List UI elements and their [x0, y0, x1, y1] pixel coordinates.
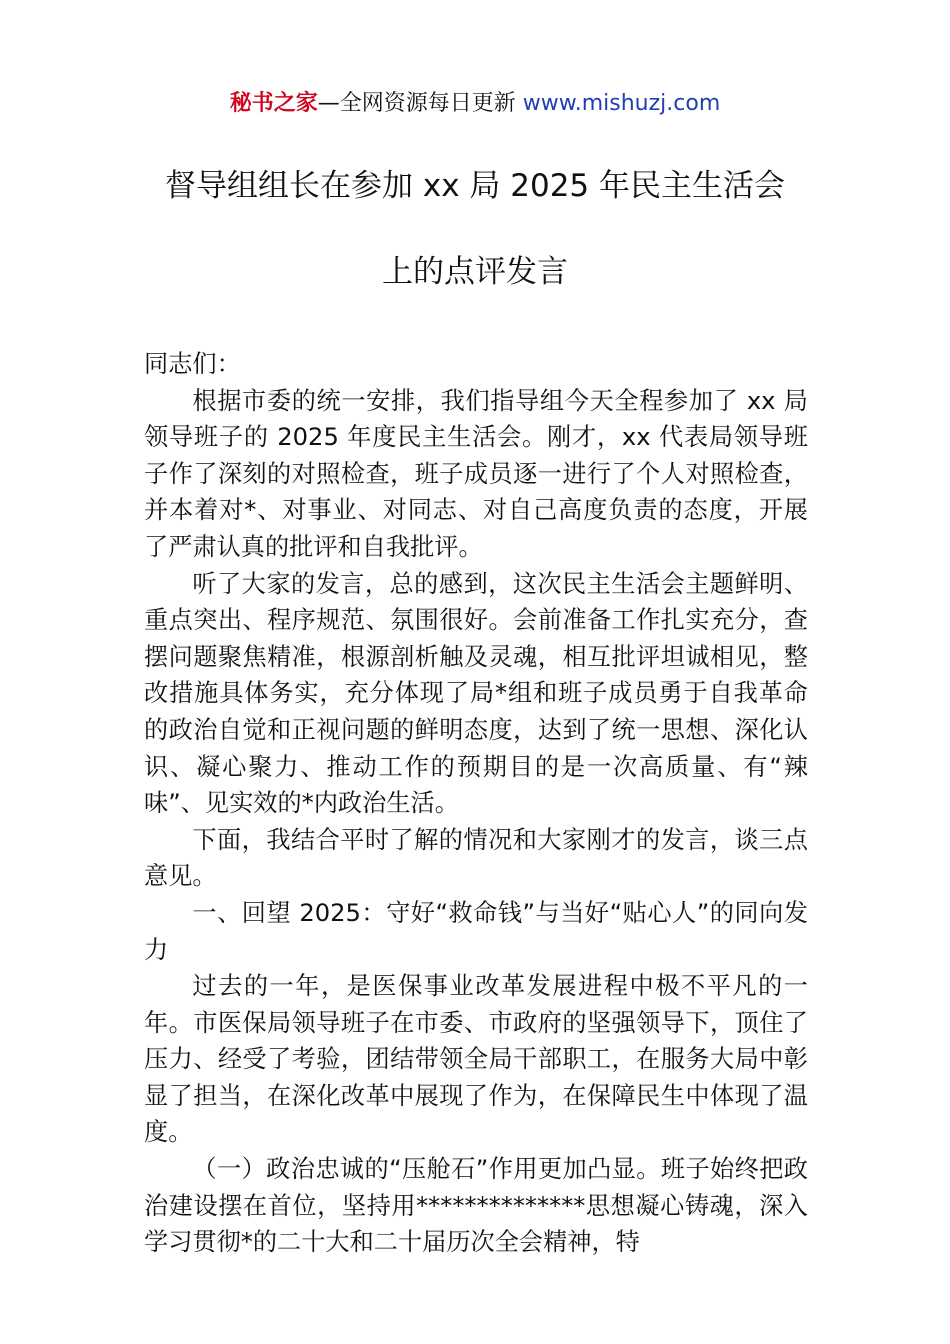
paragraph-past-year: 过去的一年，是医保事业改革发展进程中极不平凡的一年。市医保局领导班子在市委、市政府的坚强领导下，顶住了压力、经受了考验，团结带领全局干部职工，在服务大局中彰显了担当，在深化改革中展现了作为，在保障民生中体现了温度。	[144, 972, 808, 1147]
document-title	[120, 162, 830, 296]
paragraph-arrangement: 根据市委的统一安排，我们指导组今天全程参加了 xx 局领导班子的 2025 年度民主生活会。刚才，xx 代表局领导班子作了深刻的对照检查，班子成员逐一进行了个人对照检查，并本着对*、对事业、对同志、对自己高度负责的态度，开展了严肃认真的批评和自我批评。	[144, 386, 808, 561]
site-brand: 秘书之家	[229, 91, 318, 116]
document-title-line-1: 督导组组长在参加 xx 局 2025 年民主生活会	[165, 168, 785, 204]
paragraph-overall-assessment: 听了大家的发言，总的感到，这次民主生活会主题鲜明、重点突出、程序规范、氛围很好。会前准备工作扎实充分，查摆问题聚焦精准，根源剖析触及灵魂，相互批评坦诚相见，整改措施具体务实，充分体现了局*组和班子成员勇于自我革命的政治自觉和正视问题的鲜明态度，达到了统一思想、深化认识、凝心聚力、推动工作的预期目的是一次高质量、有“辣味”、见实效的*内政治生活。	[144, 569, 808, 818]
site-header-banner	[0, 88, 950, 120]
document-title-line-2: 上的点评发言	[382, 254, 568, 290]
section-heading-one: 一、回望 2025：守好“救命钱”与当好“贴心人”的同向发力	[144, 898, 808, 964]
site-tagline: —全网资源每日更新	[317, 91, 516, 116]
site-url-link[interactable]: www.mishuzj.com	[522, 91, 721, 116]
document-body	[144, 346, 808, 1261]
paragraph-political-loyalty: （一）政治忠诚的“压舱石”作用更加凸显。班子始终把政治建设摆在首位，坚持用**************思想凝心铸魂，深入学习贯彻*的二十大和二十届历次全会精神，特	[144, 1155, 808, 1257]
salutation: 同志们：	[144, 350, 241, 378]
paragraph-three-points-intro: 下面，我结合平时了解的情况和大家刚才的发言，谈三点意见。	[144, 825, 808, 891]
